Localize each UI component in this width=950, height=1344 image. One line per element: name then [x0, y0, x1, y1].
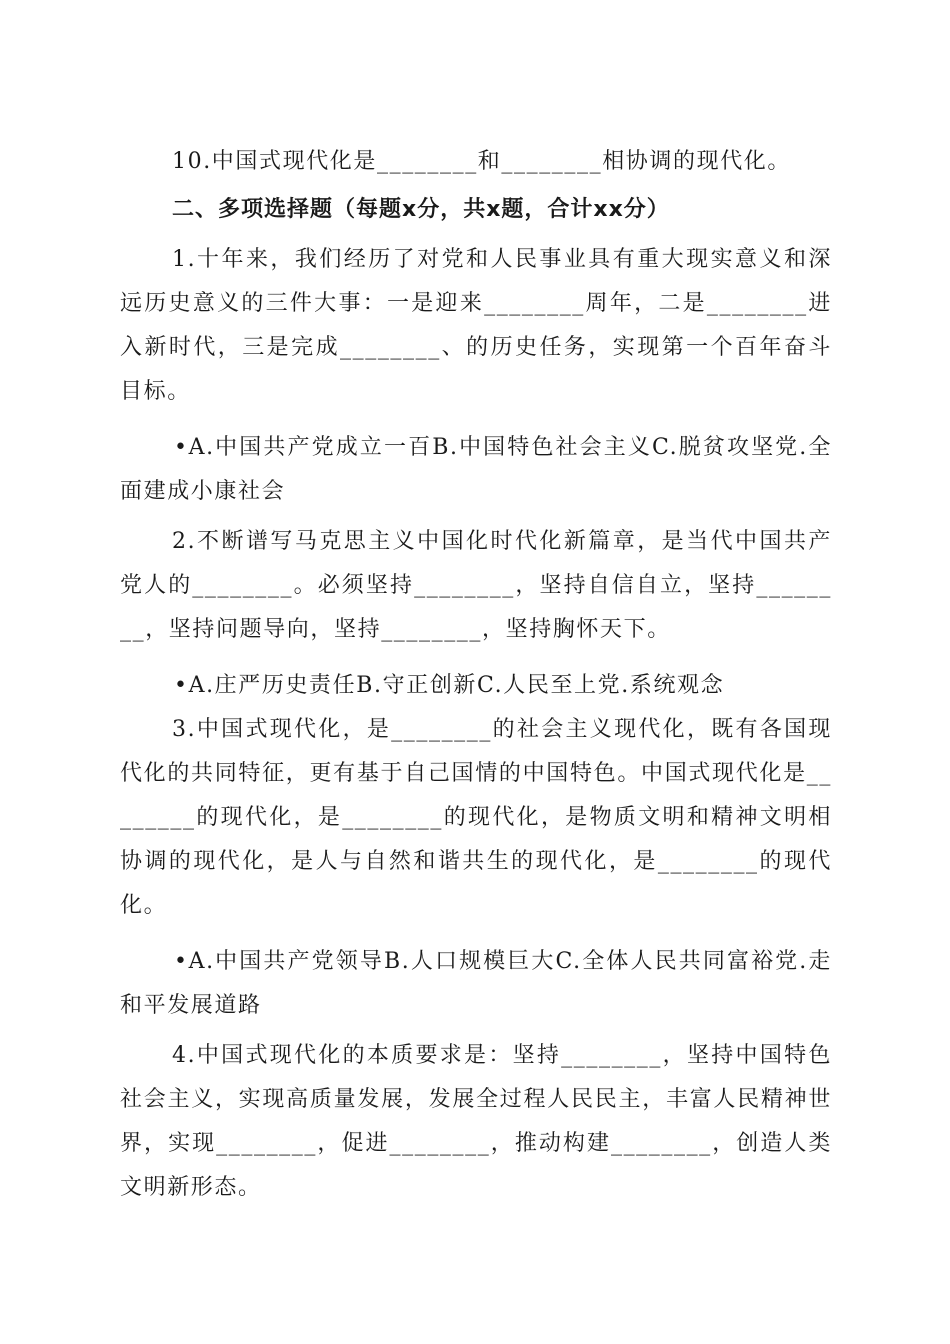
- section-heading: 二、多项选择题（每题x分，共x题，合计xx分）: [172, 197, 670, 222]
- question-2-options: •A.庄严历史责任B.守正创新C.人民至上党.系统观念: [174, 673, 725, 698]
- question-3-options: •A.中国共产党领导B.人口规模巨大C.全体人民共同富裕党.走和平发展道路: [120, 949, 832, 1018]
- question-10: 10.中国式现代化是________和________相协调的现代化。: [172, 149, 791, 174]
- document-body: [120, 140, 832, 1210]
- question-2-stem: 2.不断谱写马克思主义中国化时代化新篇章，是当代中国共产党人的________。必须坚持________，坚持自信自立，坚持________，坚持问题导向，坚持________，坚持胸怀天下。: [120, 529, 832, 642]
- question-4-stem: 4.中国式现代化的本质要求是：坚持________，坚持中国特色社会主义，实现高质量发展，发展全过程人民民主，丰富人民精神世界，实现________，促进________，推动构建________，创造人类文明新形态。: [120, 1043, 832, 1200]
- question-1-options: •A.中国共产党成立一百B.中国特色社会主义C.脱贫攻坚党.全面建成小康社会: [120, 435, 832, 504]
- question-3-stem: 3.中国式现代化，是________的社会主义现代化，既有各国现代化的共同特征，更有基于自己国情的中国特色。中国式现代化是________的现代化，是________的现代化，是物质文明和精神文明相协调的现代化，是人与自然和谐共生的现代化，是________的现代化。: [120, 717, 832, 918]
- question-1-stem: 1.十年来，我们经历了对党和人民事业具有重大现实意义和深远历史意义的三件大事：一是迎来________周年，二是________进入新时代，三是完成________、的历史任务，实现第一个百年奋斗目标。: [120, 247, 832, 404]
